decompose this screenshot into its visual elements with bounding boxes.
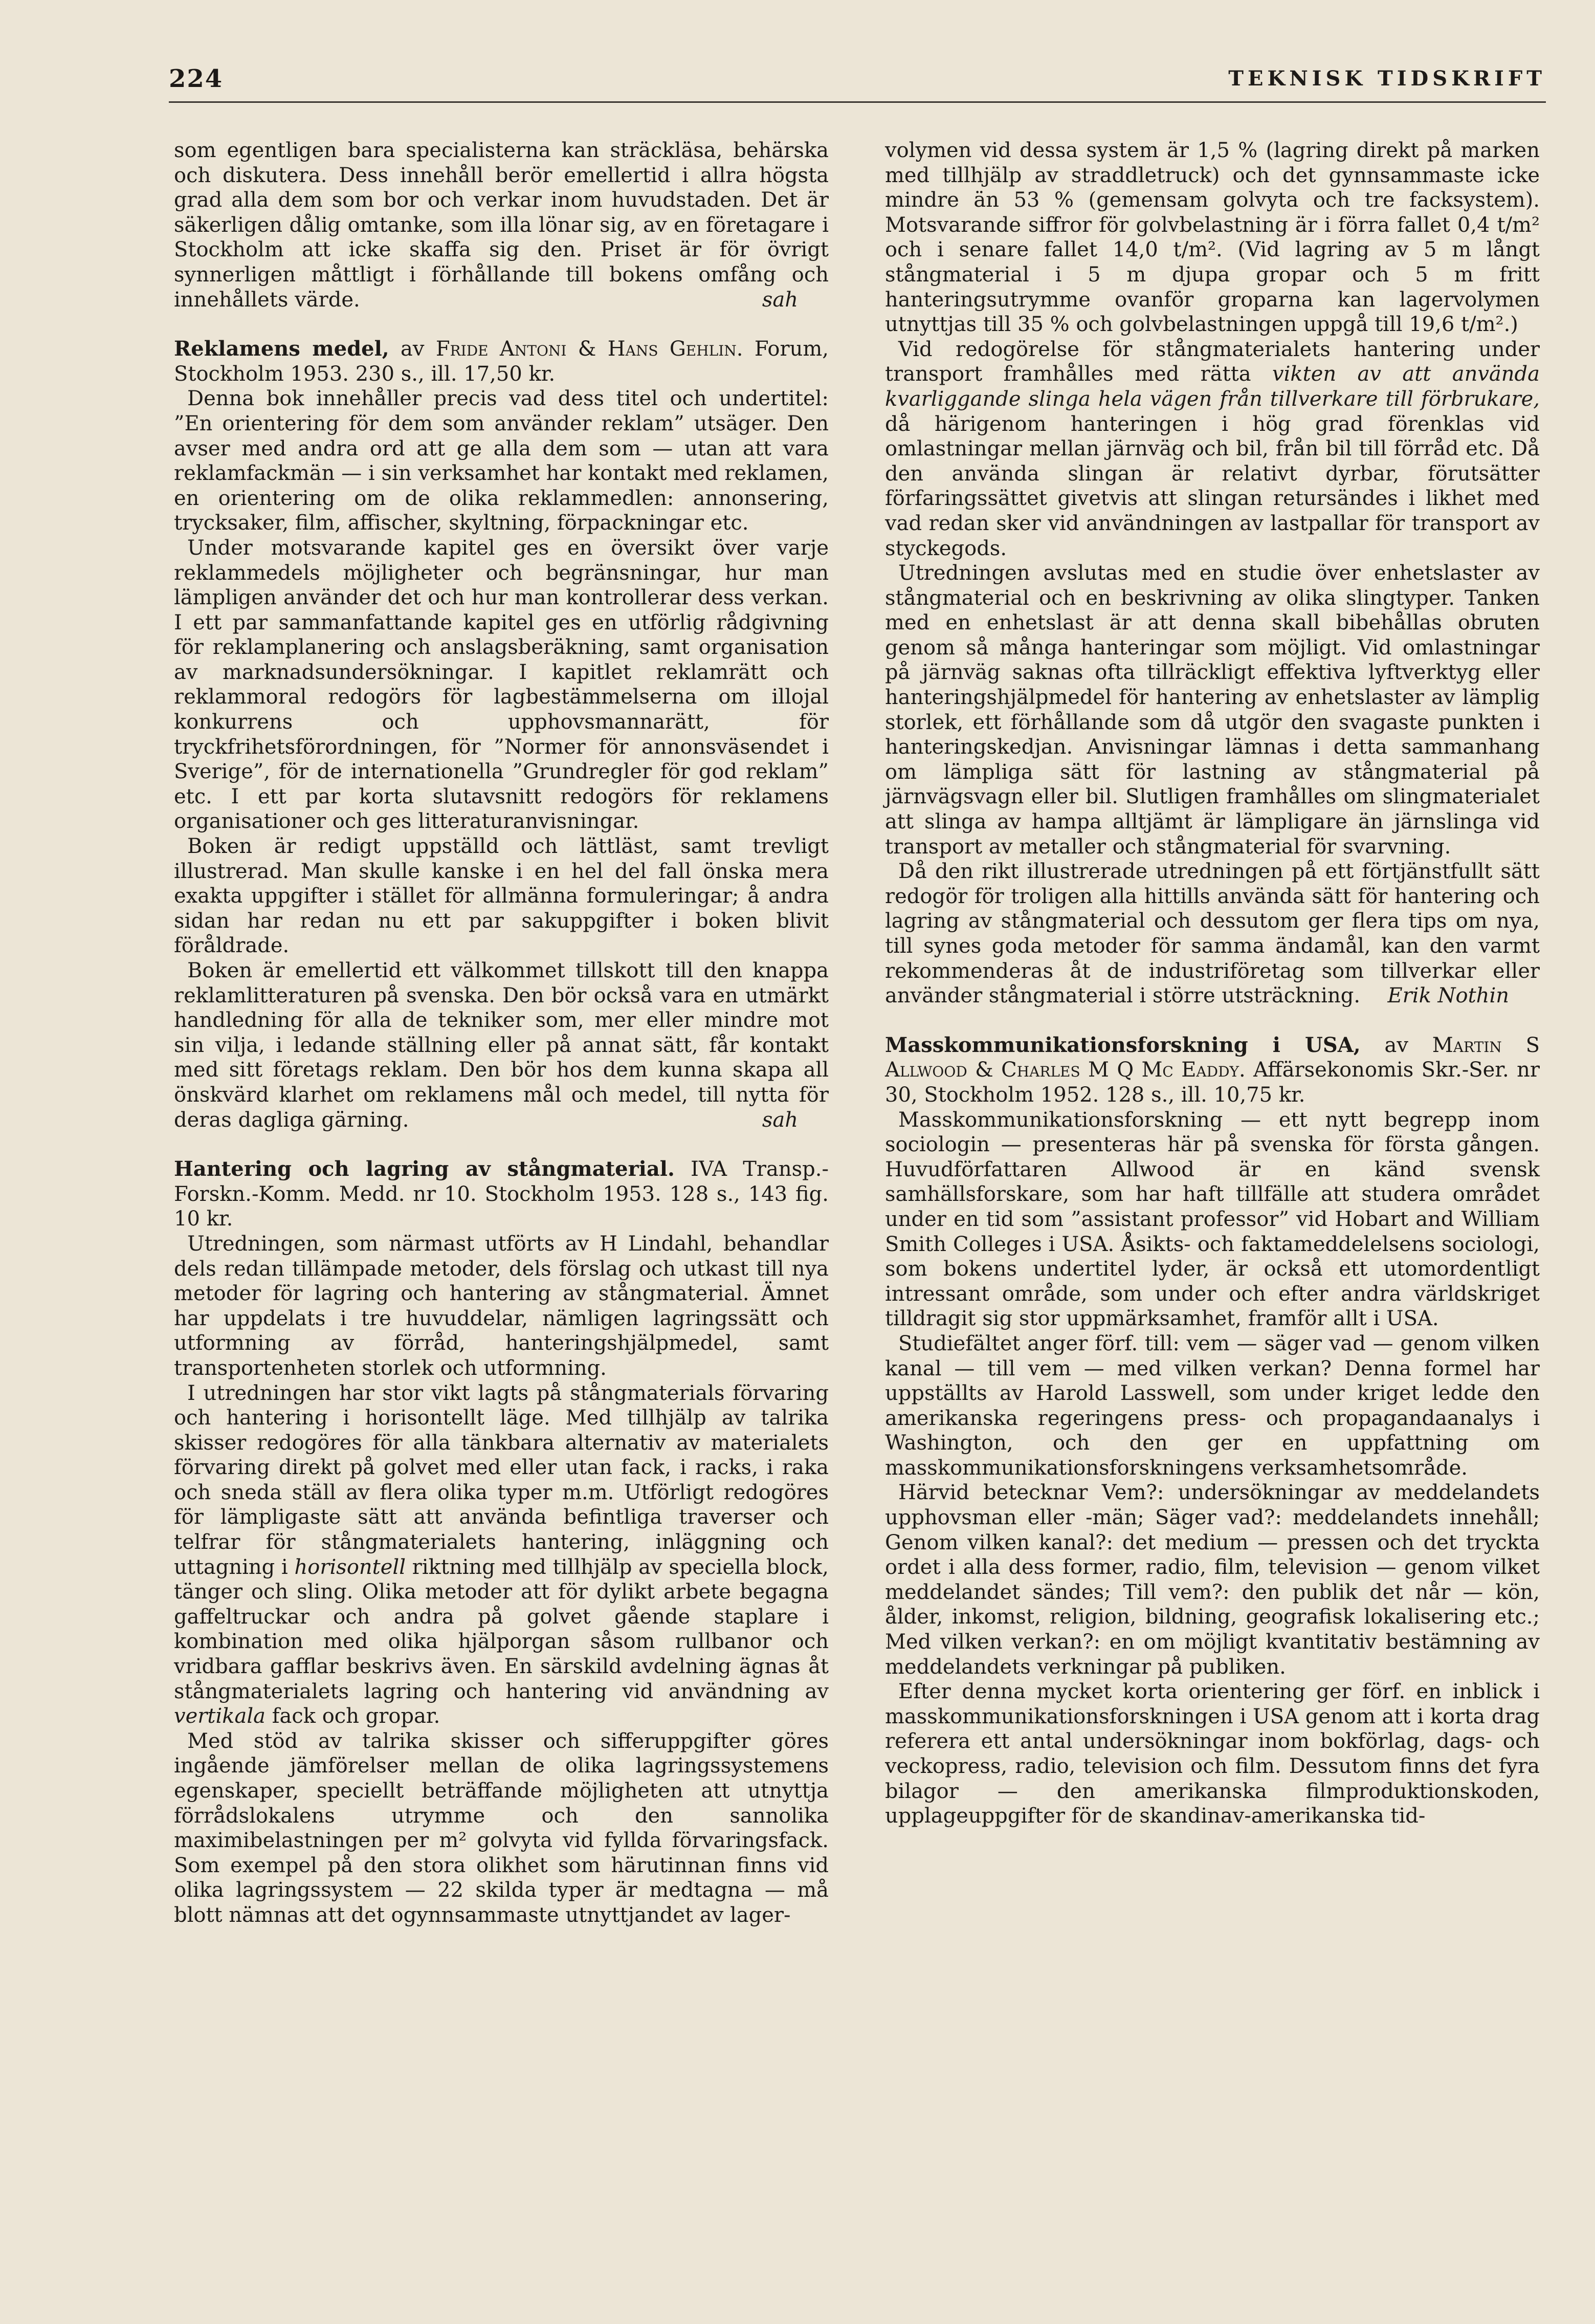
reviewer-signature: sah — [762, 288, 798, 312]
reviewer-signature: Erik Nothin — [1387, 984, 1509, 1008]
left-column — [174, 138, 829, 1928]
paragraph: Boken är redigt uppställd och lättläst, samt trevligt illustrerad. Man skulle kanske i en hel del fall önska mera exakta uppgifter i stället för allmänna formuleringar; å andra sidan har redan nu ett par sakuppgifter i boken blivit föråldrade. — [174, 835, 829, 958]
review-heading-masskommunikation: Masskommunikationsforskning i USA, av Martin S Allwood & Charles M Q Mc Eaddy. Affärsekonomis Skr.-Ser. nr 30, Stockholm 1952. 128 s., ill. 10,75 kr. — [885, 1033, 1540, 1107]
reviewer-signature: sah — [762, 1108, 798, 1132]
paragraph: som egentligen bara specialisterna kan sträckläsa, behärska och diskutera. Dess innehåll berör emellertid i allra högsta grad alla dem som bor och verkar inom huvudstaden. Det är säkerligen dålig omtanke, som illa lönar sig, av en företagare i Stockholm att icke skaffa sig den. Priset är för övrigt synnerligen måttligt i förhållande till bokens omfång och innehållets värde. sah — [174, 139, 829, 312]
book-title: Reklamens medel, — [174, 337, 389, 361]
author: Fride Antoni — [435, 337, 567, 361]
paragraph: Studiefältet anger förf. till: vem — säger vad — genom vilken kanal — till vem — med vilken verkan? Denna formel har uppställts av Harold Lasswell, som under kriget ledde den amerikanska regeringens press- och propagandaanalys i Washington, och den ger en uppfattning om masskommunikationsforskningens verksamhetsområde. — [885, 1331, 1540, 1480]
paragraph: Utredningen, som närmast utförts av H Lindahl, behandlar dels redan tillämpade metoder, dels förslag och utkast till nya metoder för lagring och hantering av stångmaterial. Ämnet har uppdelats i tre huvuddelar, nämligen lagringssätt och utformning av förråd, hanteringshjälpmedel, samt transportenheten storlek och utformning. — [174, 1232, 829, 1380]
paragraph: I utredningen har stor vikt lagts på stångmaterials förvaring och hantering i horisontellt läge. Med tillhjälp av talrika skisser redogöres för alla tänkbara alternativ av materialets förvaring direkt på golvet med eller utan fack, i racks, i raka och sneda ställ av flera olika typer m.m. Utförligt redogöres för lämpligaste sätt att använda befintliga traverser och telfrar för stångmaterialets hantering, inläggning och uttagning i horisontell riktning med tillhjälp av speciella block, tänger och sling. Olika metoder att för dylikt arbete begagna gaffeltruckar och andra på golvet gående staplare i kombination med olika hjälporgan såsom rullbanor och vridbara gafflar beskrivs även. En särskild avdelning ägnas åt stångmaterialets lagring och hantering vid användning av vertikala fack och gropar. — [174, 1381, 829, 1728]
page-header — [169, 60, 1546, 103]
publication-info: Affärsekonomis Skr.-Ser. nr 30, Stockholm 1952. 128 s., ill. 10,75 kr. — [885, 1058, 1540, 1107]
paragraph: Vid redogörelse för stångmaterialets hantering under transport framhålles med rätta vikten av att använda kvarliggande slinga hela vägen från tillverkare till förbrukare, då härigenom hanteringen i hög grad förenklas vid omlastningar mellan järnväg och bil, från bil till förråd etc. Då den använda slingan är relativt dyrbar, förutsätter förfaringssättet givetvis att slingan retursändes i likhet med vad redan sker vid användningen av lastpallar för transport av styckegods. — [885, 337, 1540, 560]
journal-name: TEKNISK TIDSKRIFT — [1228, 67, 1546, 91]
paragraph: Då den rikt illustrerade utredningen på ett förtjänstfullt sätt redogör för troligen alla hittills använda sätt för hantering och lagring av stångmaterial och dessutom ger flera tips om nya, till synes goda metoder för samma ändamål, kan den varmt rekommenderas åt de industriföretag som tillverkar eller använder stångmaterial i större utsträckning. Erik Nothin — [885, 860, 1540, 1008]
paragraph: volymen vid dessa system är 1,5 % (lagring direkt på marken med tillhjälp av straddletruck) och det gynnsammaste icke mindre än 53 % (gemensam golvyta och tre facksystem). Motsvarande siffror för golvbelastning är i förra fallet 0,4 t/m² och i senare fallet 14,0 t/m². (Vid lagring av 5 m långt stångmaterial i 5 m djupa gropar och 5 m fritt hanteringsutrymme ovanför groparna kan lagervolymen utnyttjas till 35 % och golvbelastningen uppgå till 19,6 t/m².) — [885, 139, 1540, 337]
right-column — [885, 138, 1540, 1829]
paragraph: Boken är emellertid ett välkommet tillskott till den knappa reklamlitteraturen på svenska. Den bör också vara en utmärkt handledning för alla de tekniker som, mer eller mindre mot sin vilja, i ledande ställning eller på annat sätt, får kontakt med sitt företags reklam. Den bör hos dem kunna skapa all önskvärd klarhet om reklamens mål och medel, till nytta för deras dagliga gärning. sah — [174, 959, 829, 1132]
book-title: Hantering och lagring av stångmaterial. — [174, 1157, 675, 1181]
review-heading-hantering — [174, 1157, 829, 1232]
book-title: Masskommunikationsforskning i USA, — [885, 1033, 1361, 1057]
publication-info: Forum, Stockholm 1953. 230 s., ill. 17,50 kr. — [174, 337, 829, 386]
paragraph: Med stöd av talrika skisser och sifferuppgifter göres ingående jämförelser mellan de olika lagringssystemens egenskaper, speciellt beträffande möjligheten att utnyttja förrådslokalens utrymme och den sannolika maximibelastningen per m² golvyta vid fyllda förvaringsfack. Som exempel på den stora olikhet som härutinnan finns vid olika lagringssystem — 22 skilda typer är medtagna — må blott nämnas att det ogynnsammaste utnyttjandet av lager- — [174, 1729, 829, 1927]
review-heading-reklamens-medel: Reklamens medel, av Fride Antoni & Hans Gehlin. Forum, Stockholm 1953. 230 s., ill. 17,50 kr. — [174, 337, 829, 386]
paragraph: Under motsvarande kapitel ges en översikt över varje reklammedels möjligheter och begränsningar, hur man lämpligen använder det och hur man kontrollerar dess verkan. I ett par sammanfattande kapitel ges en utförlig rådgivning för reklamplanering och anslagsberäkning, samt organisation av marknadsundersökningar. I kapitlet reklamrätt och reklammoral redogörs för lagbestämmelserna om illojal konkurrens och upphovsmannarätt, för tryckfrihetsförordningen, för ”Normer för annonsväsendet i Sverige”, för de internationella ”Grundregler för god reklam” etc. I ett par korta slutavsnitt redogörs för reklamens organisationer och ges litteraturanvisningar. — [174, 536, 829, 834]
paragraph: Härvid betecknar Vem?: undersökningar av meddelandets upphovsman eller -män; Säger vad?: meddelandets innehåll; Genom vilken kanal?: det medium — pressen och det tryckta ordet i alla dess former, radio, film, television — genom vilket meddelandet sändes; Till vem?: den publik det når — kön, ålder, inkomst, religion, bildning, geografisk lokalisering etc.; Med vilken verkan?: en om möjligt kvantitativ bestämning av meddelandets verkningar på publiken. — [885, 1481, 1540, 1679]
paragraph: Utredningen avslutas med en studie över enhetslaster av stångmaterial och en beskrivning av olika slingtyper. Tanken med en enhetslast är att denna skall bibehållas obruten genom så många hanteringar som möjligt. Vid omlastningar på järnväg saknas ofta tillräckligt effektiva lyftverktyg eller hanteringshjälpmedel för hantering av enhetslaster av lämplig storlek, ett förhållande som då utgör den svagaste punkten i hanteringskedjan. Anvisningar lämnas i detta sammanhang om lämpliga sätt för lastning av stångmaterial på järnvägsvagn eller bil. Slutligen framhålles om slingmaterialet att slinga av hampa alltjämt är lämpligare än järnslinga vid transport av metaller och stångmaterial för svarvning. — [885, 561, 1540, 859]
author: Hans Gehlin. — [607, 337, 743, 361]
publication-info: IVA Transp.-Forskn.-Komm. Medd. nr 10. Stockholm 1953. 128 s., 143 fig. 10 kr. — [174, 1157, 829, 1231]
paragraph: Masskommunikationsforskning — ett nytt begrepp inom sociologin — presenteras här på svenska för första gången. Huvudförfattaren Allwood är en känd svensk samhällsforskare, som har haft tillfälle att studera området under en tid som ”assistant professor” vid Hobart and William Smith Colleges i USA. Åsikts- och faktameddelelsens sociologi, som bokens undertitel lyder, är också ett utomordentligt intressant område, som under och efter andra världskriget tilldragit sig stor uppmärksamhet, framför allt i USA. — [885, 1108, 1540, 1331]
page-number: 224 — [169, 64, 224, 93]
author: Charles M Q Mc Eaddy. — [1001, 1058, 1246, 1082]
author: Martin S Allwood — [885, 1033, 1540, 1082]
paragraph: Efter denna mycket korta orientering ger förf. en inblick i masskommunikationsforskningen i USA genom att i korta drag referera ett antal undersökningar inom bokförlag, dags- och veckopress, radio, television och film. Dessutom finns det fyra bilagor — den amerikanska filmproduktionskoden, upplageuppgifter för de skandinav-amerikanska tid- — [885, 1680, 1540, 1828]
paragraph: Denna bok innehåller precis vad dess titel och undertitel: ”En orientering för dem som använder reklam” utsäger. Den avser med andra ord att ge alla dem som — utan att vara reklamfackmän — i sin verksamhet har kontakt med reklamen, en orientering om de olika reklammedlen: annonsering, trycksaker, film, affischer, skyltning, förpackningar etc. — [174, 387, 829, 535]
